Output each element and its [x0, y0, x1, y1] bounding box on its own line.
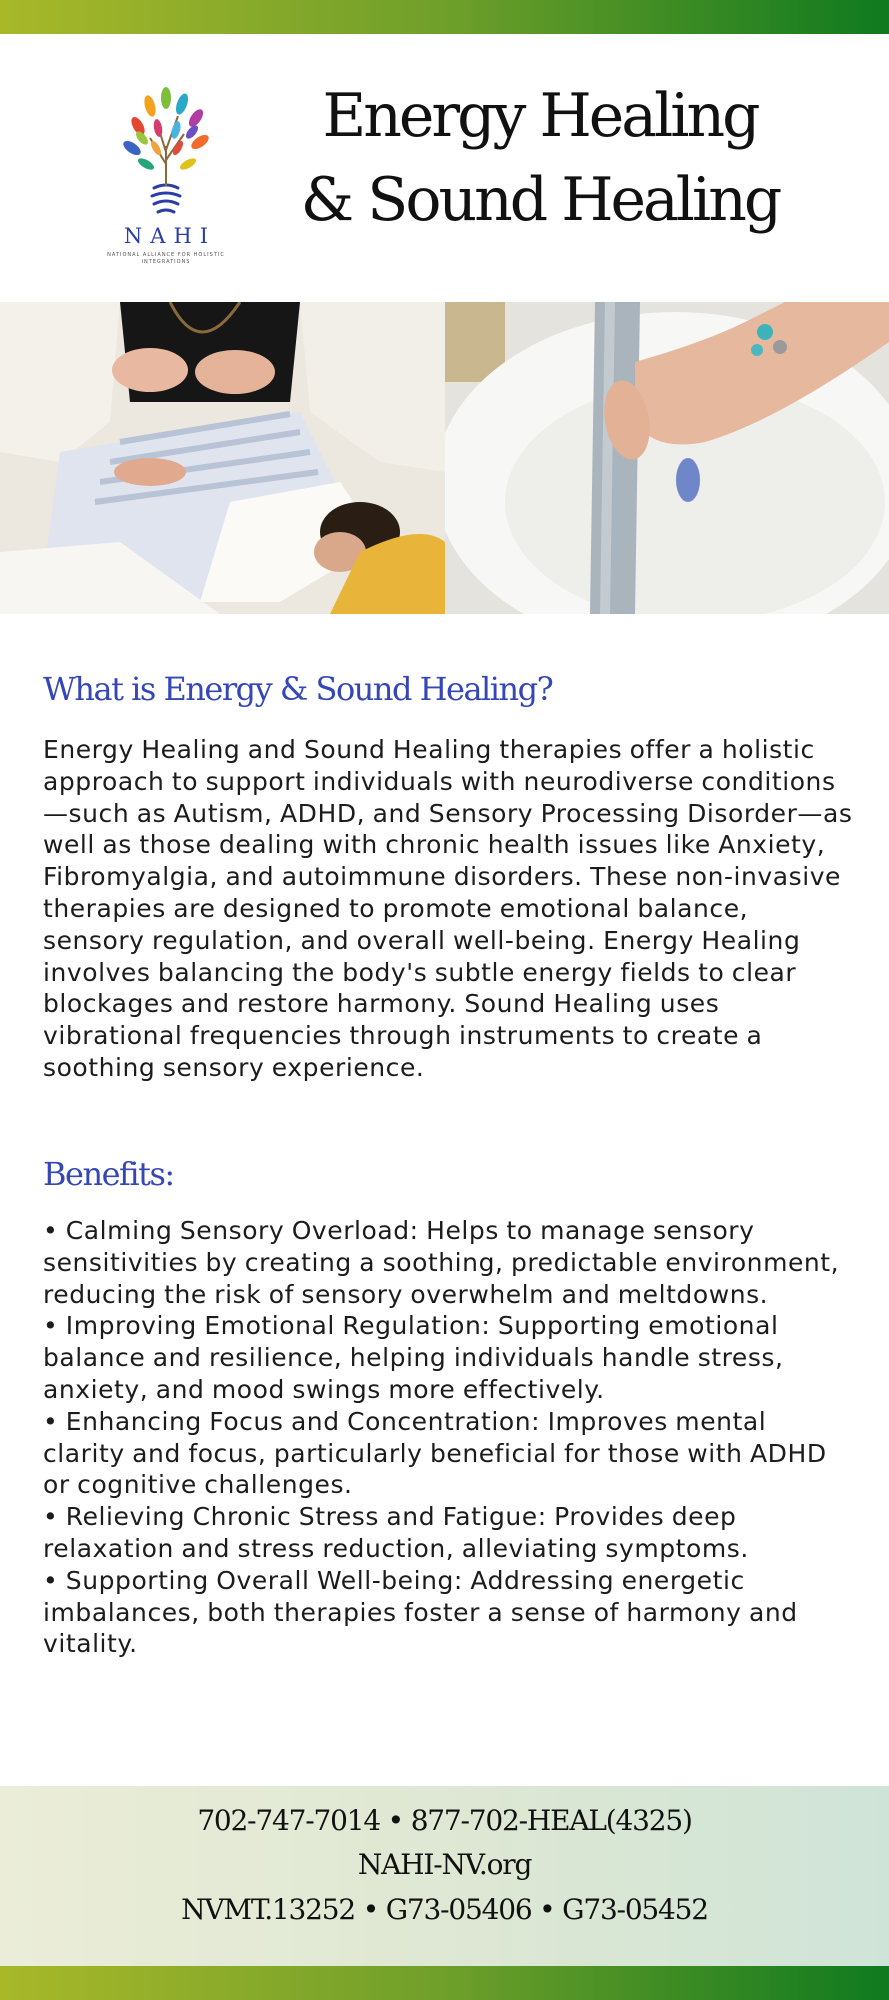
page-title — [300, 74, 780, 242]
top-gradient-bar — [0, 0, 889, 34]
tree-lightbulb-icon — [96, 76, 236, 226]
energy-healing-hands-icon — [0, 302, 445, 614]
benefit-item: • Supporting Overall Well-being: Addressing energetic imbalances, both therapies foster a sense of harmony and vitality. — [43, 1565, 798, 1659]
singing-bowl-mallet-icon — [445, 302, 889, 614]
benefit-item: • Enhancing Focus and Concentration: Improves mental clarity and focus, particularly beneficial for those with ADHD or cognitive challenges. — [43, 1406, 827, 1500]
website-link[interactable]: NAHI-NV.org — [357, 1848, 532, 1881]
benefit-item: • Calming Sensory Overload: Helps to manage sensory sensitivities by creating a soothing, predictable environment, reducing the risk of sensory overwhelm and meltdowns. — [43, 1216, 840, 1309]
benefit-item: • Improving Emotional Regulation: Supporting emotional balance and resilience, helping individuals handle stress, anxiety, and mood swings more effectively. — [43, 1311, 784, 1404]
title-line-1: Energy Healing — [322, 81, 758, 151]
singing-bowl-photo — [445, 302, 889, 614]
logo-tagline: NATIONAL ALLIANCE FOR HOLISTIC INTEGRATIONS — [107, 252, 225, 265]
section-heading-benefits: Benefits: — [43, 1155, 174, 1193]
photo-strip — [0, 302, 889, 614]
energy-healing-hands-photo — [0, 302, 445, 614]
license-numbers: NVMT.13252 • G73-05406 • G73-05452 — [181, 1893, 708, 1926]
phone-numbers: 702-747-7014 • 877-702-HEAL(4325) — [197, 1804, 692, 1837]
contact-footer — [0, 1786, 889, 1966]
benefits-list — [43, 1215, 855, 1660]
nahi-logo — [96, 76, 236, 266]
logo-name: NAHI — [123, 224, 217, 248]
benefit-item: • Relieving Chronic Stress and Fatigue: Provides deep relaxation and stress reduction, alleviating symptoms. — [43, 1502, 749, 1563]
bottom-gradient-bar — [0, 1966, 889, 2000]
section-heading-what: What is Energy & Sound Healing? — [43, 670, 553, 708]
title-line-2: & Sound Healing — [300, 165, 780, 235]
section-paragraph-what: Energy Healing and Sound Healing therapies offer a holistic approach to support individuals with neurodiverse conditions—such as Autism, ADHD, and Sensory Processing Disorder—as well as those dealing with chronic health issues like Anxiety, Fibromyalgia, and autoimmune disorders. These non-invasive therapies are designed to promote emotional balance, sensory regulation, and overall well-being. Energy Healing involves balancing the body's subtle energy fields to clear blockages and restore harmony. Sound Healing uses vibrational frequencies through instruments to create a soothing sensory experience. — [43, 735, 853, 1082]
